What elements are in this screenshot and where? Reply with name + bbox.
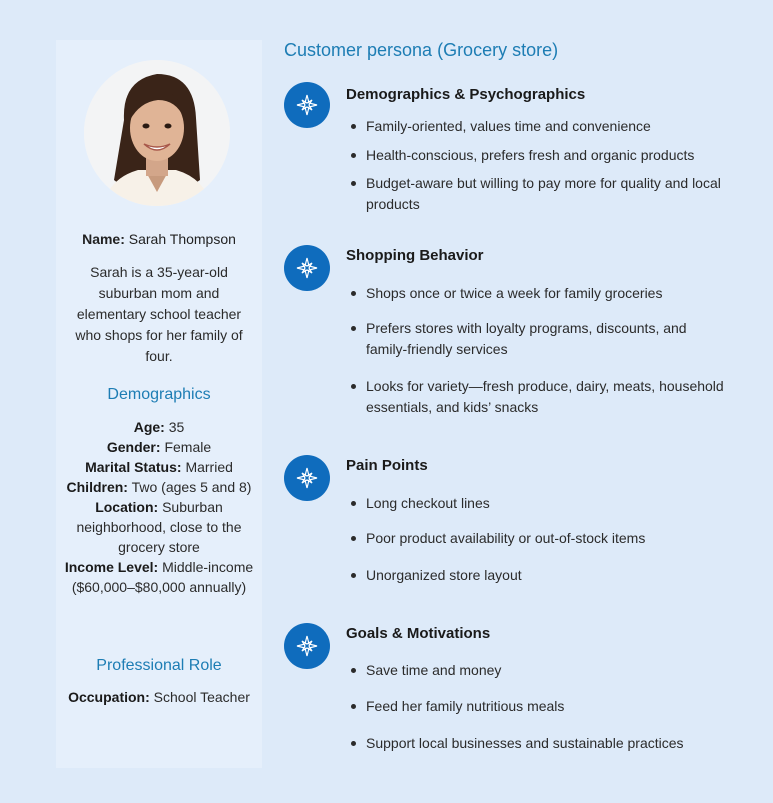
fact-children [64,477,254,497]
fact-value: 35 [168,419,185,435]
compass-star-icon [284,82,330,128]
compass-star-icon [284,623,330,669]
fact-label: Children: [66,479,128,495]
persona-name [56,229,262,249]
section-title: Shopping Behavior [346,247,484,264]
list-item: Unorganized store layout [346,565,724,586]
fact-value: Suburban neighborhood, close to the grocery store [76,499,242,555]
list-item: Health-conscious, prefers fresh and organic products [346,145,724,166]
list-item: Budget-aware but willing to pay more for quality and local products [346,173,724,215]
fact-value: Two (ages 5 and 8) [131,479,252,495]
fact-value: Female [164,439,212,455]
name-label: Name: [82,231,125,247]
list-item: Save time and money [346,660,724,681]
list-item: Poor product availability or out-of-stock items [346,528,724,549]
page-title: Customer persona (Grocery store) [284,40,559,60]
professional-role-title: Professional Role [96,657,222,674]
name-value: Sarah Thompson [128,231,236,247]
list-item: Support local businesses and sustainable practices [346,733,724,754]
professional-role-list [64,687,254,707]
fact-value: School Teacher [153,689,250,705]
persona-bio: Sarah is a 35-year-old suburban mom and elementary school teacher who shops for her family of four. [75,264,243,364]
demographics-list [64,417,254,597]
fact-label: Gender: [106,439,161,455]
fact-value: Married [185,459,233,475]
fact-label: Marital Status: [85,459,182,475]
list-item: Looks for variety—fresh produce, dairy, meats, household essentials, and kids’ snacks [346,376,724,418]
list-item: Prefers stores with loyalty programs, discounts, and family-friendly services [346,318,724,360]
fact-income-level [64,557,254,597]
demographics-title: Demographics [107,386,211,403]
list-item: Shops once or twice a week for family groceries [346,283,724,304]
avatar [84,60,230,206]
fact-label: Income Level: [64,559,159,575]
fact-location [64,497,254,557]
avatar-photo [84,60,230,206]
fact-label: Age: [133,419,165,435]
compass-star-icon [284,455,330,501]
fact-age [64,417,254,437]
compass-star-icon [284,245,330,291]
list-item: Family-oriented, values time and convenience [346,116,724,137]
profile-panel [56,40,262,768]
fact-label: Occupation: [68,689,150,705]
list-item: Feed her family nutritious meals [346,696,724,717]
section-title: Demographics & Psychographics [346,86,586,103]
fact-value: Middle-income ($60,000–$80,000 annually) [71,559,254,595]
fact-gender [64,437,254,457]
section-title: Goals & Motivations [346,625,491,642]
fact-marital-status [64,457,254,477]
fact-label: Location: [95,499,159,515]
fact-occupation [64,687,254,707]
list-item: Long checkout lines [346,493,724,514]
section-title: Pain Points [346,457,428,474]
